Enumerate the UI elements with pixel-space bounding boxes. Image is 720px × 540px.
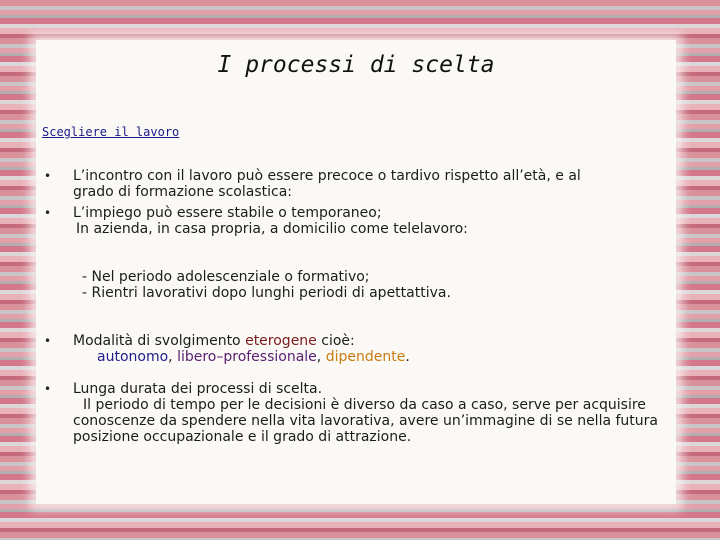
bullet-1-line-2: grado di formazione scolastica: (73, 184, 293, 200)
bullet-item-2 (73, 205, 673, 237)
slide (36, 40, 676, 504)
bullet-3-line-1 (73, 333, 673, 349)
highlight-eterogene: eterogene (245, 333, 317, 349)
mode-autonomo: autonomo (97, 349, 169, 365)
bullet-3-modes (73, 349, 673, 365)
dash-item-2: - Rientri lavorativi dopo lunghi periodi di apettattiva. (82, 285, 451, 301)
slide-title: I processi di scelta (217, 52, 495, 78)
bullet-4-paragraph: Il periodo di tempo per le decisioni è diverso da caso a caso, serve per acquisire conoscenze da spendere nella vita lavorativa, avere un’immagine di se nella futura posizione occupazionale e il grado di attrazione. (73, 397, 658, 445)
bullet-marker: • (44, 169, 52, 183)
bullet-marker: • (44, 206, 52, 220)
section-subheading: Scegliere il lavoro (42, 125, 180, 139)
mode-separator: , (316, 349, 326, 365)
bullet-2-line-1: L’impiego può essere stabile o temporaneo; (73, 205, 382, 221)
mode-dipendente: dipendente (325, 349, 406, 365)
bullet-marker: • (44, 334, 52, 348)
bullet-item-3 (73, 333, 673, 365)
bullet-4-line-1: Lunga durata dei processi di scelta. (73, 381, 323, 397)
mode-separator: , (168, 349, 178, 365)
mode-libero-professionale: libero–professionale (177, 349, 317, 365)
bullet-3-suffix: cioè: (316, 333, 355, 349)
bullet-item-1 (73, 168, 673, 200)
bullet-2-line-2: In azienda, in casa propria, a domicilio come telelavoro: (76, 221, 468, 237)
dash-list (82, 269, 682, 301)
bullet-item-4 (73, 381, 671, 445)
mode-end: . (405, 349, 410, 365)
dash-item-1: - Nel periodo adolescenziale o formativo; (82, 269, 370, 285)
bullet-3-prefix: Modalità di svolgimento (73, 333, 246, 349)
bullet-1-line-1: L’incontro con il lavoro può essere precoce o tardivo rispetto all’età, e al (73, 168, 581, 184)
bullet-marker: • (44, 382, 52, 396)
